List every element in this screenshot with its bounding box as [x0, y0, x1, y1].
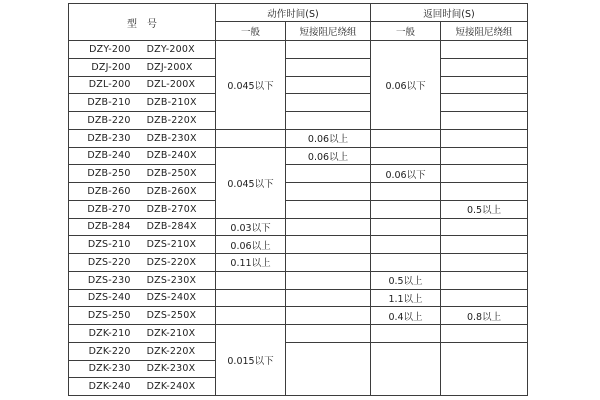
act_damped-cell [286, 41, 371, 59]
table-row [69, 254, 528, 272]
ret_damped-cell [441, 94, 528, 112]
act_damped-cell [286, 183, 371, 201]
ret_damped-cell [441, 289, 528, 307]
act_damped-cell [286, 236, 371, 254]
ret_damped-cell [441, 112, 528, 130]
act_general-cell [216, 271, 286, 289]
model-name: DZS-230 [87, 274, 131, 286]
ret_damped-cell [441, 325, 528, 343]
act_damped-cell [286, 325, 371, 343]
table-row [69, 76, 528, 94]
ret_damped-cell [441, 183, 528, 201]
ret_damped-cell: 0.8以上 [441, 307, 528, 325]
model-name: DZY-200X [146, 43, 195, 55]
model-name: DZB-284 [87, 221, 131, 233]
model-cell [69, 271, 216, 289]
ret_damped-cell [441, 165, 528, 183]
model-cell [69, 218, 216, 236]
act_general-cell [216, 307, 286, 325]
header-action-short-damped: 短接阻尼绕组 [286, 22, 371, 41]
ret_damped-cell [441, 271, 528, 289]
act_damped-cell [286, 76, 371, 94]
act_damped-cell: 0.06以上 [286, 147, 371, 165]
act_damped-cell [286, 307, 371, 325]
model-cell [69, 112, 216, 130]
model-name: DZJ-200X [146, 61, 193, 73]
model-cell [69, 236, 216, 254]
header-return-short-damped: 短接阻尼绕组 [441, 22, 528, 41]
ret_general-cell: 0.5以上 [371, 271, 441, 289]
model-name: DZB-230X [146, 132, 197, 144]
ret_damped-cell [441, 254, 528, 272]
model-name: DZS-240X [146, 292, 197, 304]
model-name: DZB-284X [146, 221, 197, 233]
model-name: DZB-240 [87, 150, 131, 162]
model-name: DZK-240 [88, 381, 131, 393]
model-cell [69, 360, 216, 378]
act_general-cell: 0.045以下 [216, 147, 286, 218]
act_damped-cell [286, 342, 371, 395]
model-name: DZB-250 [87, 168, 131, 180]
header-return-general: 一般 [371, 22, 441, 41]
ret_general-cell [371, 147, 441, 165]
model-name: DZB-220 [87, 114, 131, 126]
act_damped-cell [286, 289, 371, 307]
table-row [69, 41, 528, 59]
ret_damped-cell [441, 236, 528, 254]
model-cell [69, 165, 216, 183]
ret_general-cell: 1.1以上 [371, 289, 441, 307]
act_general-cell: 0.03以下 [216, 218, 286, 236]
table-row [69, 165, 528, 183]
table-row [69, 94, 528, 112]
header-return-time: 返回时间(S) [371, 4, 528, 22]
ret_damped-cell [441, 342, 528, 395]
header-action-general: 一般 [216, 22, 286, 41]
ret_damped-cell [441, 129, 528, 147]
model-name: DZS-250X [146, 310, 197, 322]
table-row [69, 129, 528, 147]
ret_general-cell [371, 200, 441, 218]
header-model: 型 号 [69, 4, 216, 41]
act_general-cell: 0.11以上 [216, 254, 286, 272]
ret_general-cell [371, 325, 441, 343]
ret_general-cell [371, 129, 441, 147]
model-cell [69, 254, 216, 272]
model-name: DZB-260 [87, 185, 131, 197]
model-name: DZK-230X [146, 363, 196, 375]
model-cell [69, 289, 216, 307]
ret_damped-cell [441, 147, 528, 165]
model-name: DZB-270 [87, 203, 131, 215]
model-cell [69, 200, 216, 218]
table-header [69, 4, 528, 41]
model-cell [69, 58, 216, 76]
model-name: DZJ-200 [91, 61, 131, 73]
ret_general-cell: 0.06以下 [371, 165, 441, 183]
header-action-time: 动作时间(S) [216, 4, 371, 22]
ret_general-cell [371, 236, 441, 254]
table-row [69, 200, 528, 218]
model-name: DZK-210 [88, 327, 131, 339]
table-row [69, 183, 528, 201]
act_general-cell: 0.045以下 [216, 41, 286, 130]
model-name: DZS-250 [87, 310, 131, 322]
act_damped-cell [286, 200, 371, 218]
model-name: DZK-240X [146, 381, 196, 393]
table-body [69, 41, 528, 396]
ret_damped-cell: 0.5以上 [441, 200, 528, 218]
header-row-groups [69, 4, 528, 22]
act_damped-cell [286, 112, 371, 130]
ret_general-cell [371, 183, 441, 201]
model-cell [69, 76, 216, 94]
model-name: DZK-230 [88, 363, 131, 375]
model-name: DZS-220X [146, 256, 197, 268]
model-name: DZB-250X [146, 168, 197, 180]
table-row [69, 271, 528, 289]
table-row [69, 307, 528, 325]
ret_general-cell: 0.4以上 [371, 307, 441, 325]
ret_general-cell [371, 218, 441, 236]
act_general-cell: 0.06以上 [216, 236, 286, 254]
model-name: DZK-210X [146, 327, 196, 339]
act_damped-cell: 0.06以上 [286, 129, 371, 147]
act_damped-cell [286, 58, 371, 76]
model-cell [69, 94, 216, 112]
model-cell [69, 325, 216, 343]
model-name: DZB-210 [87, 97, 131, 109]
model-name: DZB-210X [146, 97, 197, 109]
ret_damped-cell [441, 76, 528, 94]
ret_damped-cell [441, 218, 528, 236]
model-cell [69, 183, 216, 201]
model-name: DZL-200 [88, 79, 131, 91]
model-name: DZS-210X [146, 239, 197, 251]
model-name: DZS-230X [146, 274, 197, 286]
model-name: DZK-220 [88, 345, 131, 357]
act_general-cell [216, 129, 286, 147]
model-name: DZK-220X [146, 345, 196, 357]
table-row [69, 325, 528, 343]
ret_general-cell: 0.06以下 [371, 41, 441, 130]
model-cell [69, 147, 216, 165]
model-cell [69, 129, 216, 147]
relay-spec-table [68, 3, 528, 396]
act_general-cell: 0.015以下 [216, 325, 286, 396]
act_general-cell [216, 289, 286, 307]
table-row [69, 58, 528, 76]
act_damped-cell [286, 271, 371, 289]
model-name: DZB-240X [146, 150, 197, 162]
ret_general-cell [371, 342, 441, 395]
ret_damped-cell [441, 41, 528, 59]
model-cell [69, 307, 216, 325]
model-name: DZB-270X [146, 203, 197, 215]
model-cell [69, 41, 216, 59]
ret_general-cell [371, 254, 441, 272]
table-row [69, 147, 528, 165]
model-name: DZS-210 [87, 239, 131, 251]
model-name: DZL-200X [146, 79, 196, 91]
act_damped-cell [286, 254, 371, 272]
model-name: DZS-240 [87, 292, 131, 304]
ret_damped-cell [441, 58, 528, 76]
model-name: DZB-260X [146, 185, 197, 197]
model-name: DZB-220X [146, 114, 197, 126]
table-row [69, 236, 528, 254]
model-name: DZS-220 [87, 256, 131, 268]
table-row [69, 289, 528, 307]
table-row [69, 112, 528, 130]
act_damped-cell [286, 94, 371, 112]
model-cell [69, 342, 216, 360]
act_damped-cell [286, 218, 371, 236]
model-cell [69, 378, 216, 396]
table-row [69, 342, 528, 360]
table-row [69, 218, 528, 236]
act_damped-cell [286, 165, 371, 183]
model-name: DZY-200 [89, 43, 131, 55]
model-name: DZB-230 [87, 132, 131, 144]
